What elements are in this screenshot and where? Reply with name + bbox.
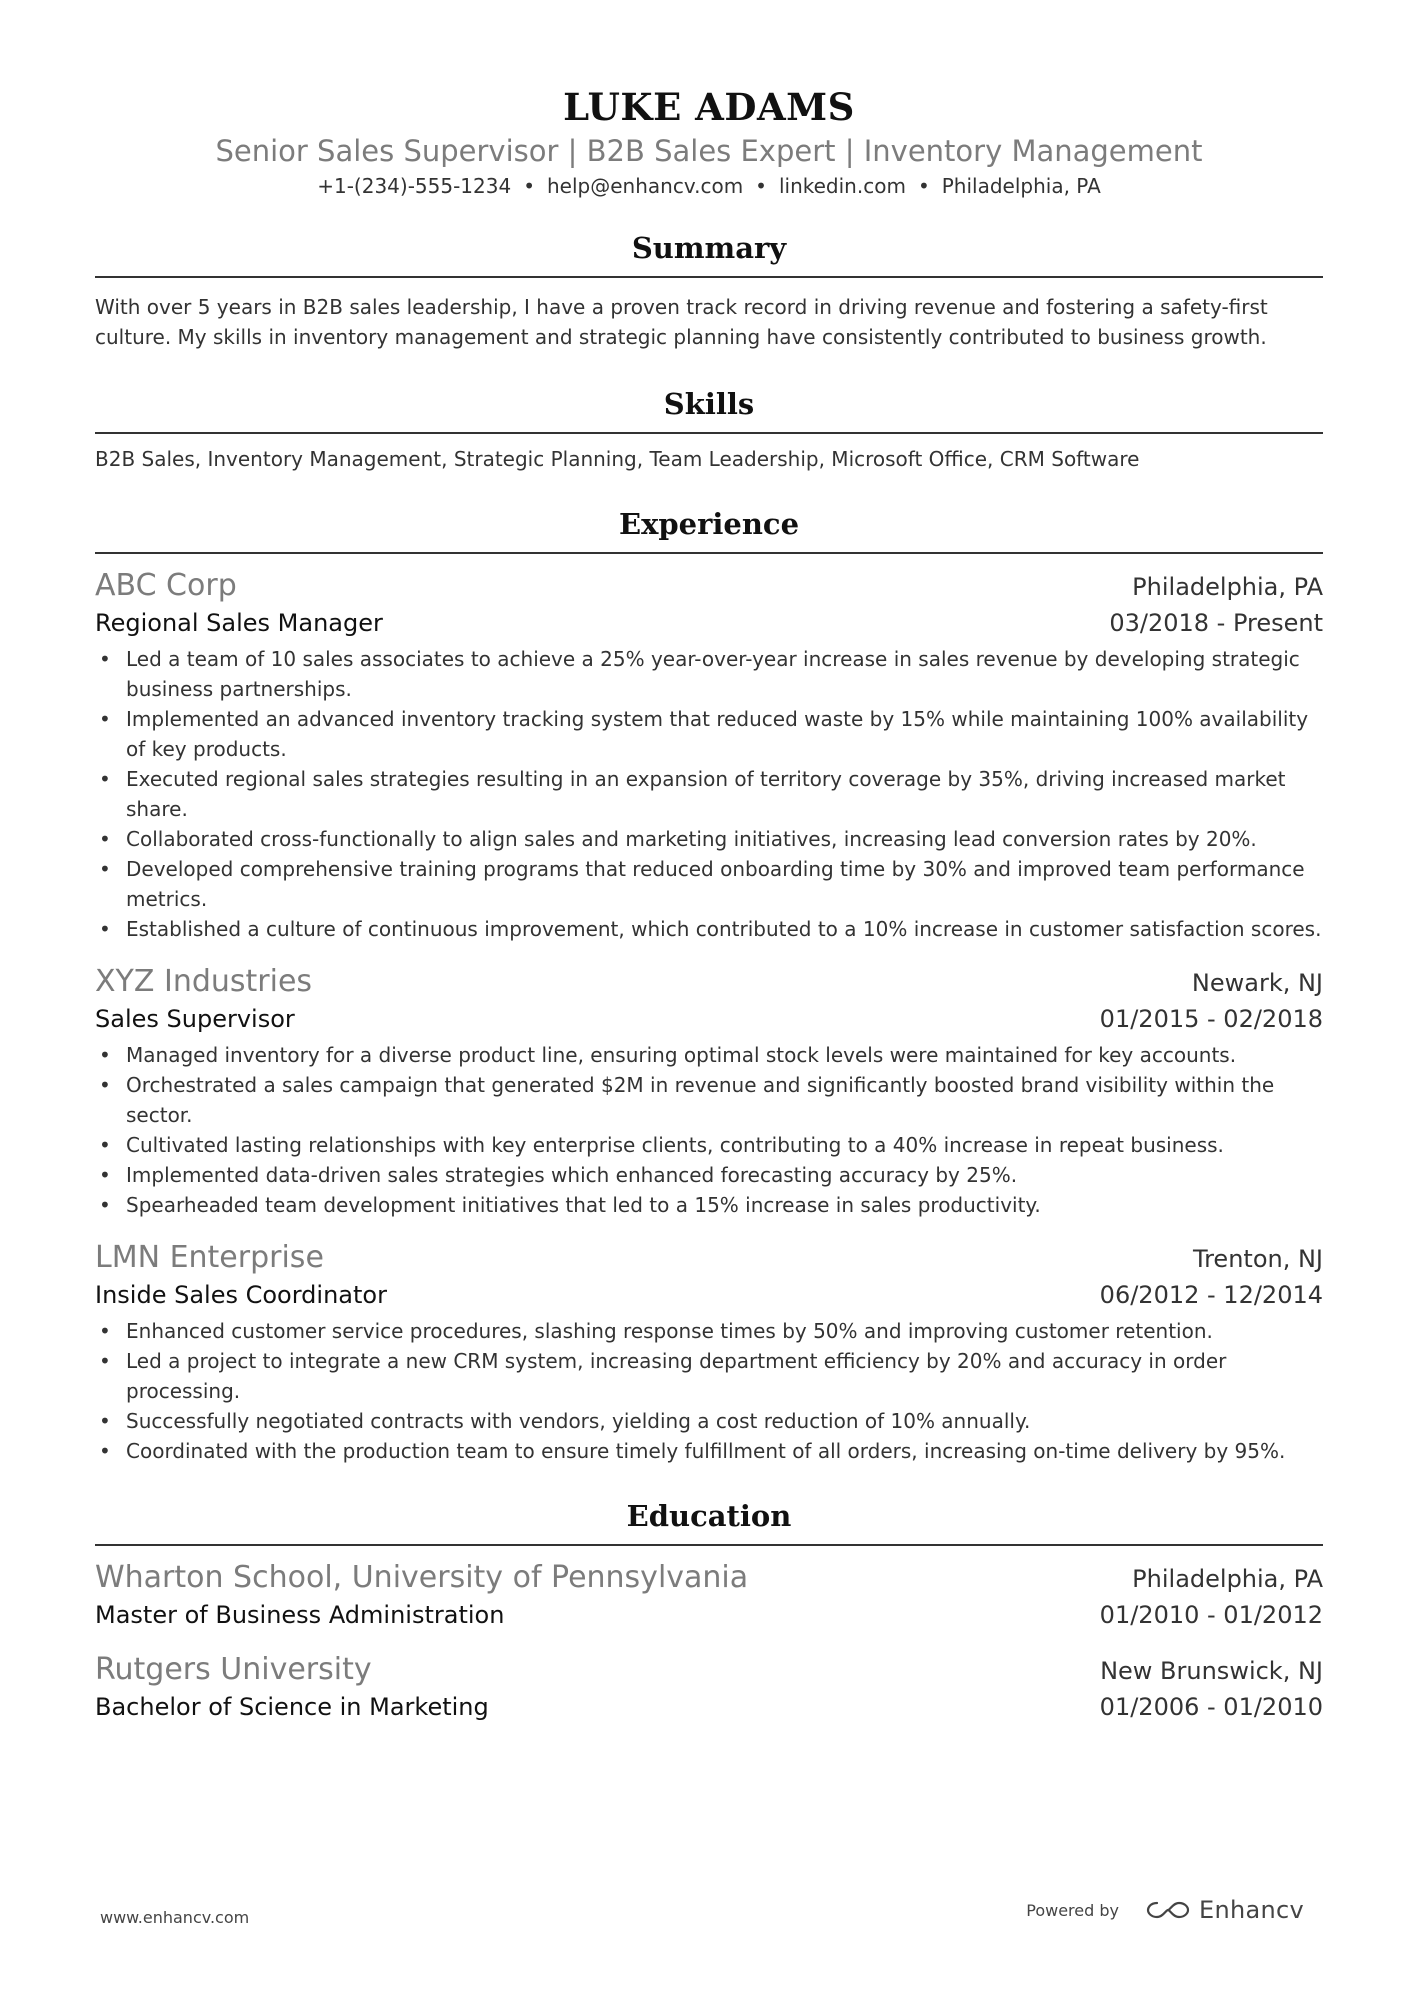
footer-branding: [1026, 1896, 1304, 1924]
experience-entry: [95, 1238, 1323, 1466]
job-location: Philadelphia, PA: [1132, 573, 1323, 601]
education-dates: 01/2010 - 01/2012: [1099, 1601, 1323, 1629]
bullet-item: • Established a culture of continuous improvement, which contributed to a 10% increase in customer satisfaction scores.: [95, 914, 1323, 944]
section-title-summary: Summary: [631, 231, 787, 265]
resume-header: [95, 82, 1323, 200]
school-location: Philadelphia, PA: [1132, 1565, 1323, 1593]
contact-linkedin: linkedin.com: [778, 174, 906, 198]
education-entry: [95, 1650, 1323, 1724]
experience-entry: [95, 962, 1323, 1220]
job-location: Newark, NJ: [1191, 969, 1323, 997]
school-name: Rutgers University: [95, 1652, 372, 1687]
job-title: Sales Supervisor: [95, 1005, 295, 1033]
bullet-item: • Enhanced customer service procedures, slashing response times by 50% and improving customer retention.: [95, 1316, 1323, 1346]
bullet-item: • Cultivated lasting relationships with key enterprise clients, contributing to a 40% increase in repeat business.: [95, 1130, 1323, 1160]
resume-content: [95, 82, 1323, 1724]
contact-phone: +1-(234)-555-1234: [317, 174, 512, 198]
job-title: Regional Sales Manager: [95, 609, 383, 637]
education-entry: [95, 1558, 1323, 1632]
section-divider: [95, 276, 1323, 278]
job-dates: 01/2015 - 02/2018: [1099, 1005, 1323, 1033]
bullet-item: • Executed regional sales strategies resulting in an expansion of territory coverage by 35%, driving increased market share.: [95, 764, 1323, 824]
degree-name: Bachelor of Science in Marketing: [95, 1693, 489, 1721]
contact-location: Philadelphia, PA: [941, 174, 1101, 198]
bullet-item: • Successfully negotiated contracts with vendors, yielding a cost reduction of 10% annually.: [95, 1406, 1323, 1436]
enhancv-logo[interactable]: [1145, 1896, 1304, 1924]
job-title: Inside Sales Coordinator: [95, 1281, 387, 1309]
bullet-separator: •: [523, 174, 535, 198]
company-name: LMN Enterprise: [95, 1240, 324, 1275]
education-dates: 01/2006 - 01/2010: [1099, 1693, 1323, 1721]
job-location: Trenton, NJ: [1192, 1245, 1323, 1273]
job-bullets: [95, 1316, 1323, 1466]
bullet-separator: •: [917, 174, 930, 198]
job-dates: 03/2018 - Present: [1109, 609, 1323, 637]
bullet-item: • Led a project to integrate a new CRM system, increasing department efficiency by 20% and accuracy in order processing.: [95, 1346, 1323, 1406]
bullet-item: • Managed inventory for a diverse product line, ensuring optimal stock levels were maintained for key accounts.: [95, 1040, 1323, 1070]
bullet-item: • Collaborated cross-functionally to align sales and marketing initiatives, increasing lead conversion rates by 20%.: [95, 824, 1323, 854]
bullet-item: • Led a team of 10 sales associates to achieve a 25% year-over-year increase in sales revenue by developing strategic business partnerships.: [95, 644, 1323, 704]
summary-section: [95, 228, 1323, 352]
bullet-item: • Coordinated with the production team to ensure timely fulfillment of all orders, increasing on-time delivery by 95%.: [95, 1436, 1323, 1466]
bullet-item: • Orchestrated a sales campaign that generated $2M in revenue and significantly boosted brand visibility within the sector.: [95, 1070, 1323, 1130]
skills-section: [95, 384, 1323, 474]
bullet-item: • Implemented an advanced inventory tracking system that reduced waste by 15% while maintaining 100% availability of key products.: [95, 704, 1323, 764]
section-title-skills: Skills: [663, 387, 755, 421]
section-divider: [95, 1544, 1323, 1546]
section-title-education: Education: [626, 1499, 792, 1533]
job-dates: 06/2012 - 12/2014: [1099, 1281, 1323, 1309]
experience-section: [95, 504, 1323, 1466]
candidate-name: LUKE ADAMS: [563, 85, 855, 129]
candidate-headline: Senior Sales Supervisor | B2B Sales Expert | Inventory Management: [215, 134, 1203, 168]
brand-name: Enhancv: [1198, 1896, 1304, 1924]
bullet-item: • Developed comprehensive training programs that reduced onboarding time by 30% and improved team performance metrics.: [95, 854, 1323, 914]
bullet-separator: •: [755, 174, 767, 198]
school-name: Wharton School, University of Pennsylvania: [95, 1560, 749, 1595]
section-divider: [95, 432, 1323, 434]
bullet-item: • Spearheaded team development initiatives that led to a 15% increase in sales productivity.: [95, 1190, 1323, 1220]
job-bullets: [95, 1040, 1323, 1220]
contact-line: [95, 172, 1323, 200]
company-name: ABC Corp: [95, 568, 237, 603]
company-name: XYZ Industries: [95, 964, 313, 999]
enhancv-infinity-logo-icon: [1145, 1899, 1191, 1921]
powered-by-label: Powered by: [1026, 1900, 1119, 1920]
summary-text: With over 5 years in B2B sales leadership, I have a proven track record in driving revenue and fostering a safety-first culture. My skills in inventory management and strategic planning have consistently contributed to business growth.: [95, 295, 1268, 349]
footer-website-link[interactable]: www.enhancv.com: [100, 1908, 250, 1927]
skills-text: B2B Sales, Inventory Management, Strategic Planning, Team Leadership, Microsoft Office, CRM Software: [95, 447, 1140, 471]
bullet-item: • Implemented data-driven sales strategies which enhanced forecasting accuracy by 25%.: [95, 1160, 1323, 1190]
education-section: [95, 1496, 1323, 1724]
experience-entry: [95, 566, 1323, 944]
school-location: New Brunswick, NJ: [1100, 1657, 1323, 1685]
contact-email: help@enhancv.com: [547, 174, 744, 198]
job-bullets: [95, 644, 1323, 944]
section-title-experience: Experience: [618, 507, 800, 541]
section-divider: [95, 552, 1323, 554]
degree-name: Master of Business Administration: [95, 1601, 505, 1629]
